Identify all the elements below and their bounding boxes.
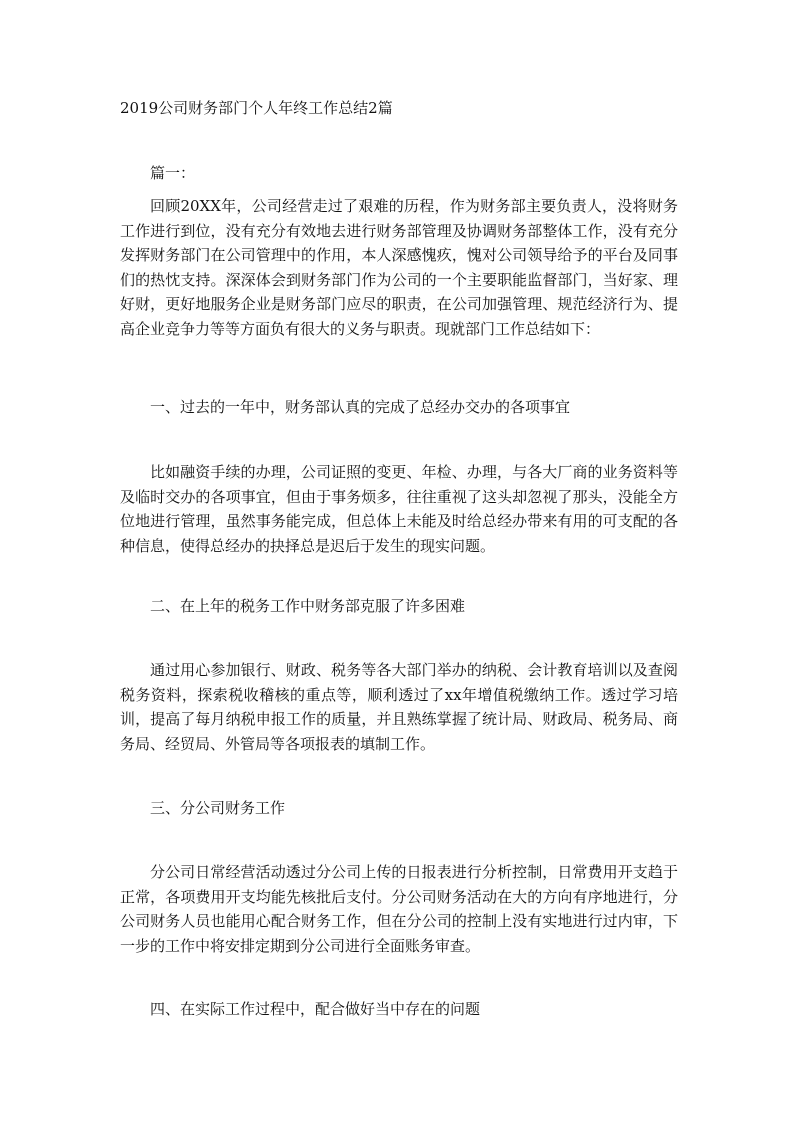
section-heading-2: 二、在上年的税务工作中财务部克服了许多困难 (150, 597, 466, 615)
section-body-3: 分公司日常经营活动透过分公司上传的日报表进行分析控制，日常费用开支趋于正常，各项费用开支均能先核批后支付。分公司财务活动在大的方向有序地进行，分公司财务人员也能用心配合财务工作，但在分公司的控制上没有实地进行过内审，下一步的工作中将安排定期到分公司进行全面账务审查。 (120, 863, 678, 955)
section-heading-3: 三、分公司财务工作 (150, 799, 286, 817)
intro-paragraph: 回顾20XX年，公司经营走过了艰难的历程，作为财务部主要负责人，没将财务工作进行到位，没有充分有效地去进行财务部管理及协调财务部整体工作，没有充分发挥财务部门在公司管理中的作用，本人深感愧疚，愧对公司领导给予的平台及同事们的热忱支持。深深体会到财务部门作为公司的一个主要职能监督部门，当好家、理好财，更好地服务企业是财务部门应尽的职责，在公司加强管理、规范经济行为、提高企业竞争力等等方面负有很大的义务与职责。现就部门工作总结如下： (120, 197, 678, 338)
section-heading-4: 四、在实际工作过程中，配合做好当中存在的问题 (150, 1000, 481, 1018)
section-body-2: 通过用心参加银行、财政、税务等各大部门举办的纳税、会计教育培训以及查阅税务资料，探索税收稽核的重点等，顺利透过了xx年增值税缴纳工作。透过学习培训，提高了每月纳税申报工作的质量，并且熟练掌握了统计局、财政局、税务局、商务局、经贸局、外管局等各项报表的填制工作。 (120, 661, 678, 753)
document-title: 2019公司财务部门个人年终工作总结2篇 (120, 99, 393, 117)
section-body-1: 比如融资手续的办理，公司证照的变更、年检、办理，与各大厂商的业务资料等及临时交办的各项事宜，但由于事务烦多，往往重视了这头却忽视了那头，没能全方位地进行管理，虽然事务能完成，但总体上未能及时给总经办带来有用的可支配的各种信息，使得总经办的抉择总是迟后于发生的现实问题。 (120, 463, 678, 555)
part-label: 篇一： (150, 164, 196, 182)
section-heading-1: 一、过去的一年中，财务部认真的完成了总经办交办的各项事宜 (150, 398, 571, 416)
